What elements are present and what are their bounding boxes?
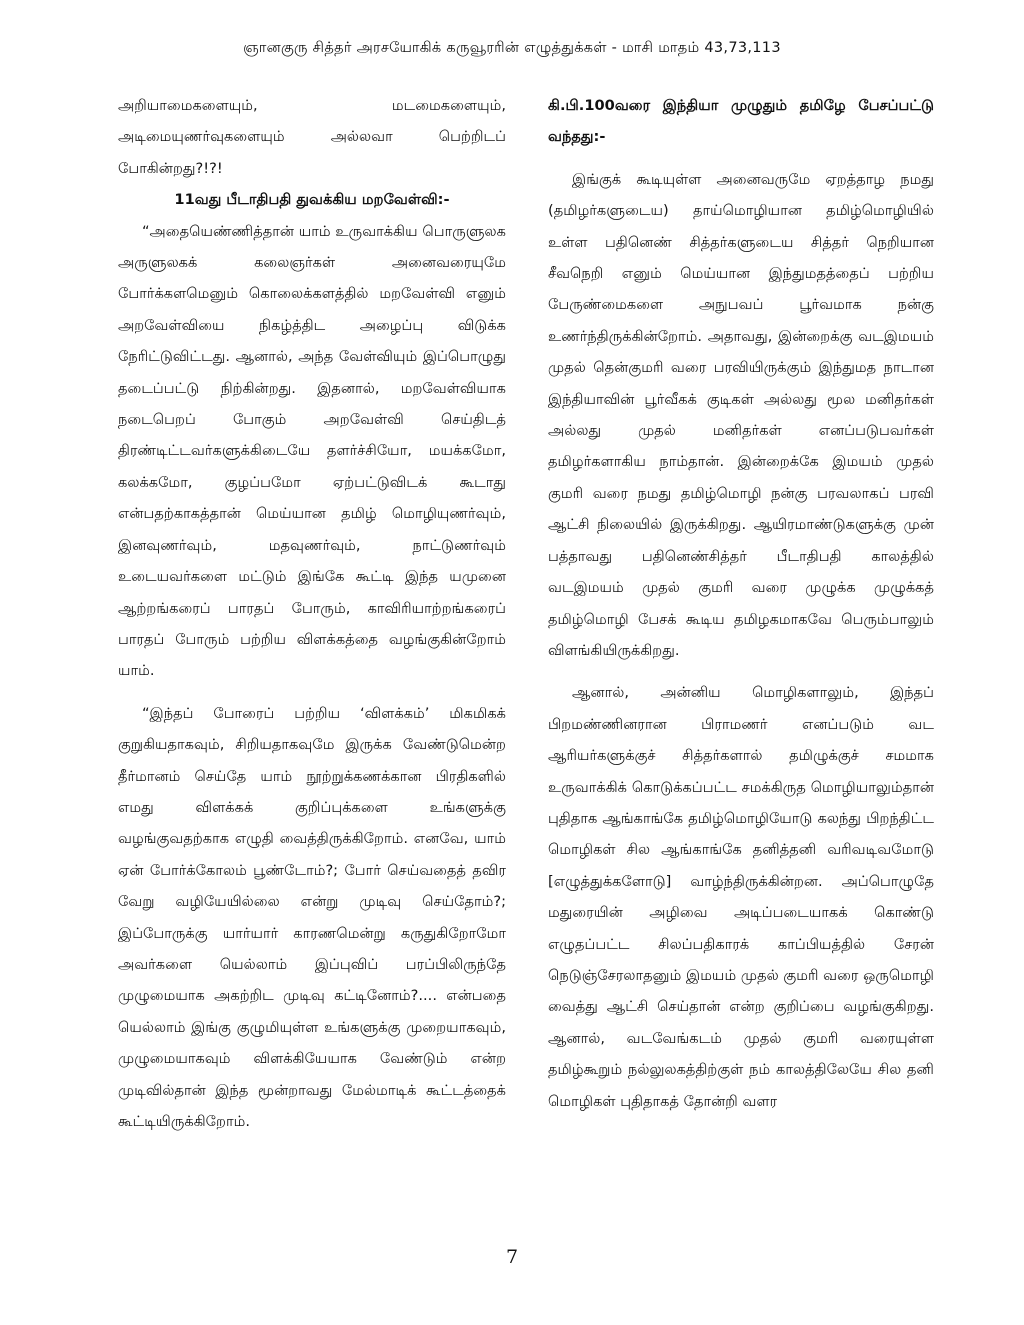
body-paragraph: இங்குக் கூடியுள்ள அனைவருமே ஏறத்தாழ நமது (தமிழர்களுடைய) தாய்மொழியான தமிழ்மொழியில் உள்ள பதினெண் சித்தர்களுடைய சித்தர் நெறியான சீவநெறி எனும் மெய்யான இந்துமதத்தைப் பற்றிய பேருண்மைகளை அநுபவப் பூர்வமாக நன்கு உணர்ந்திருக்கின்றோம். அதாவது, இன்றைக்கு வடஇமயம் முதல் தென்குமரி வரை பரவியிருக்கும் இந்துமத நாடான இந்தியாவின் பூர்வீகக் குடிகள் அல்லது மூல மனிதர்கள் அல்லது முதல் மனிதர்கள் எனப்படுபவர்கள் தமிழர்களாகிய நாம்தான். இன்றைக்கே இமயம் முதல் குமரி வரை நமது தமிழ்மொழி நன்கு பரவலாகப் பரவி ஆட்சி நிலையில் இருக்கிறது. ஆயிரமாண்டுகளுக்கு முன் பத்தாவது பதினெண்சித்தர் பீடாதிபதி காலத்தில் வடஇமயம் முதல் குமரி வரை முழுக்க முழுக்கத் தமிழ்மொழி பேசக் கூடிய தமிழகமாகவே பெரும்பாலும் விளங்கியிருக்கிறது. bbox=[548, 170, 934, 659]
body-paragraph: “அதையெண்ணித்தான் யாம் உருவாக்கிய பொருளுலக அருளுலகக் கலைஞர்கள் அனைவரையுமே போர்க்களமெனும் கொலைக்களத்தில் மறவேள்வி எனும் அறவேள்வியை நிகழ்த்திட அழைப்பு விடுக்க நேரிட்டுவிட்டது. ஆனால், அந்த வேள்வியும் இப்பொழுது தடைப்பட்டு நிற்கின்றது. இதனால், மறவேள்வியாக நடைபெறப் போகும் அறவேள்வி செய்திடத் திரண்டிட்டவர்களுக்கிடையே தளர்ச்சியோ, மயக்கமோ, கலக்கமோ, குழப்பமோ ஏற்பட்டுவிடக் கூடாது என்பதற்காகத்தான் மெய்யான தமிழ் மொழியுணர்வும், இனவுணர்வும், மதவுணர்வும், நாட்டுணர்வும் உடையவர்களை மட்டும் இங்கே கூட்டி இந்த யமுனை ஆற்றங்கரைப் பாரதப் போரும், காவிரியாற்றங்கரைப் பாரதப் போரும் பற்றிய விளக்கத்தை வழங்குகின்றோம் யாம். bbox=[118, 222, 506, 680]
section-heading-right: கி.பி.100வரை இந்தியா முழுதும் தமிழே பேசப்பட்டு வந்தது:- bbox=[548, 97, 934, 146]
body-paragraph: “இந்தப் போரைப் பற்றிய ‘விளக்கம்’ மிகமிகக் குறுகியதாகவும், சிறியதாகவுமே இருக்க வேண்டுமென்ற தீர்மானம் செய்தே யாம் நூற்றுக்கணக்கான பிரதிகளில் எமது விளக்கக் குறிப்புக்களை உங்களுக்கு வழங்குவதற்காக எழுதி வைத்திருக்கிறோம். எனவே, யாம் ஏன் போர்க்கோலம் பூண்டோம்?; போர் செய்வதைத் தவிர வேறு வழியேயில்லை என்று முடிவு செய்தோம்?; இப்போருக்கு யார்யார் காரணமென்று கருதுகிறோமோ அவர்களை யெல்லாம் இப்புவிப் பரப்பிலிருந்தே முழுமையாக அகற்றிட முடிவு கட்டினோம்?.... என்பதை யெல்லாம் இங்கு குழுமியுள்ள உங்களுக்கு முறையாகவும், முழுமையாகவும் விளக்கியேயாக வேண்டும் என்ற முடிவில்தான் இந்த மூன்றாவது மேல்மாடிக் கூட்டத்தைக் கூட்டியிருக்கிறோம். bbox=[118, 704, 506, 1130]
running-header: ஞானகுரு சித்தர் அரசயோகிக் கருவூரரின் எழுத்துக்கள் - மாசி மாதம் 43,73,113 bbox=[243, 40, 781, 56]
body-paragraph: ஆனால், அன்னிய மொழிகளாலும், இந்தப் பிறமண்ணினரான பிராமணர் எனப்படும் வட ஆரியர்களுக்குச் சித்தர்களால் தமிழுக்குச் சமமாக உருவாக்கிக் கொடுக்கப்பட்ட சமக்கிருத மொழியாலும்தான் புதிதாக ஆங்காங்கே தமிழ்மொழியோடு கலந்து பிறந்திட்ட மொழிகள் சில ஆங்காங்கே தனித்தனி வரிவடிவமோடு [எழுத்துக்களோடு] வாழ்ந்திருக்கின்றன. அப்பொழுதே மதுரையின் அழிவை அடிப்படையாகக் கொண்டு எழுதப்பட்ட சிலப்பதிகாரக் காப்பியத்தில் சேரன் நெடுஞ்சேரலாதனும் இமயம் முதல் குமரி வரை ஒருமொழி வைத்து ஆட்சி செய்தான் என்ற குறிப்பை வழங்குகிறது. ஆனால், வடவேங்கடம் முதல் குமரி வரையுள்ள தமிழ்கூறும் நல்லுலகத்திற்குள் நம் காலத்திலேயே சில தனி மொழிகள் புதிதாகத் தோன்றி வளர bbox=[548, 684, 934, 1110]
right-column bbox=[548, 90, 934, 1117]
section-heading-left: 11வது பீடாதிபதி துவக்கிய மறவேள்வி:- bbox=[174, 191, 450, 209]
intro-paragraph: அறியாமைகளையும், மடமைகளையும், அடிமையுணர்வுகளையும் அல்லவா பெற்றிடப் போகின்றது?!?! bbox=[118, 97, 506, 177]
left-column bbox=[118, 90, 506, 1137]
page-number: 7 bbox=[505, 1246, 519, 1268]
